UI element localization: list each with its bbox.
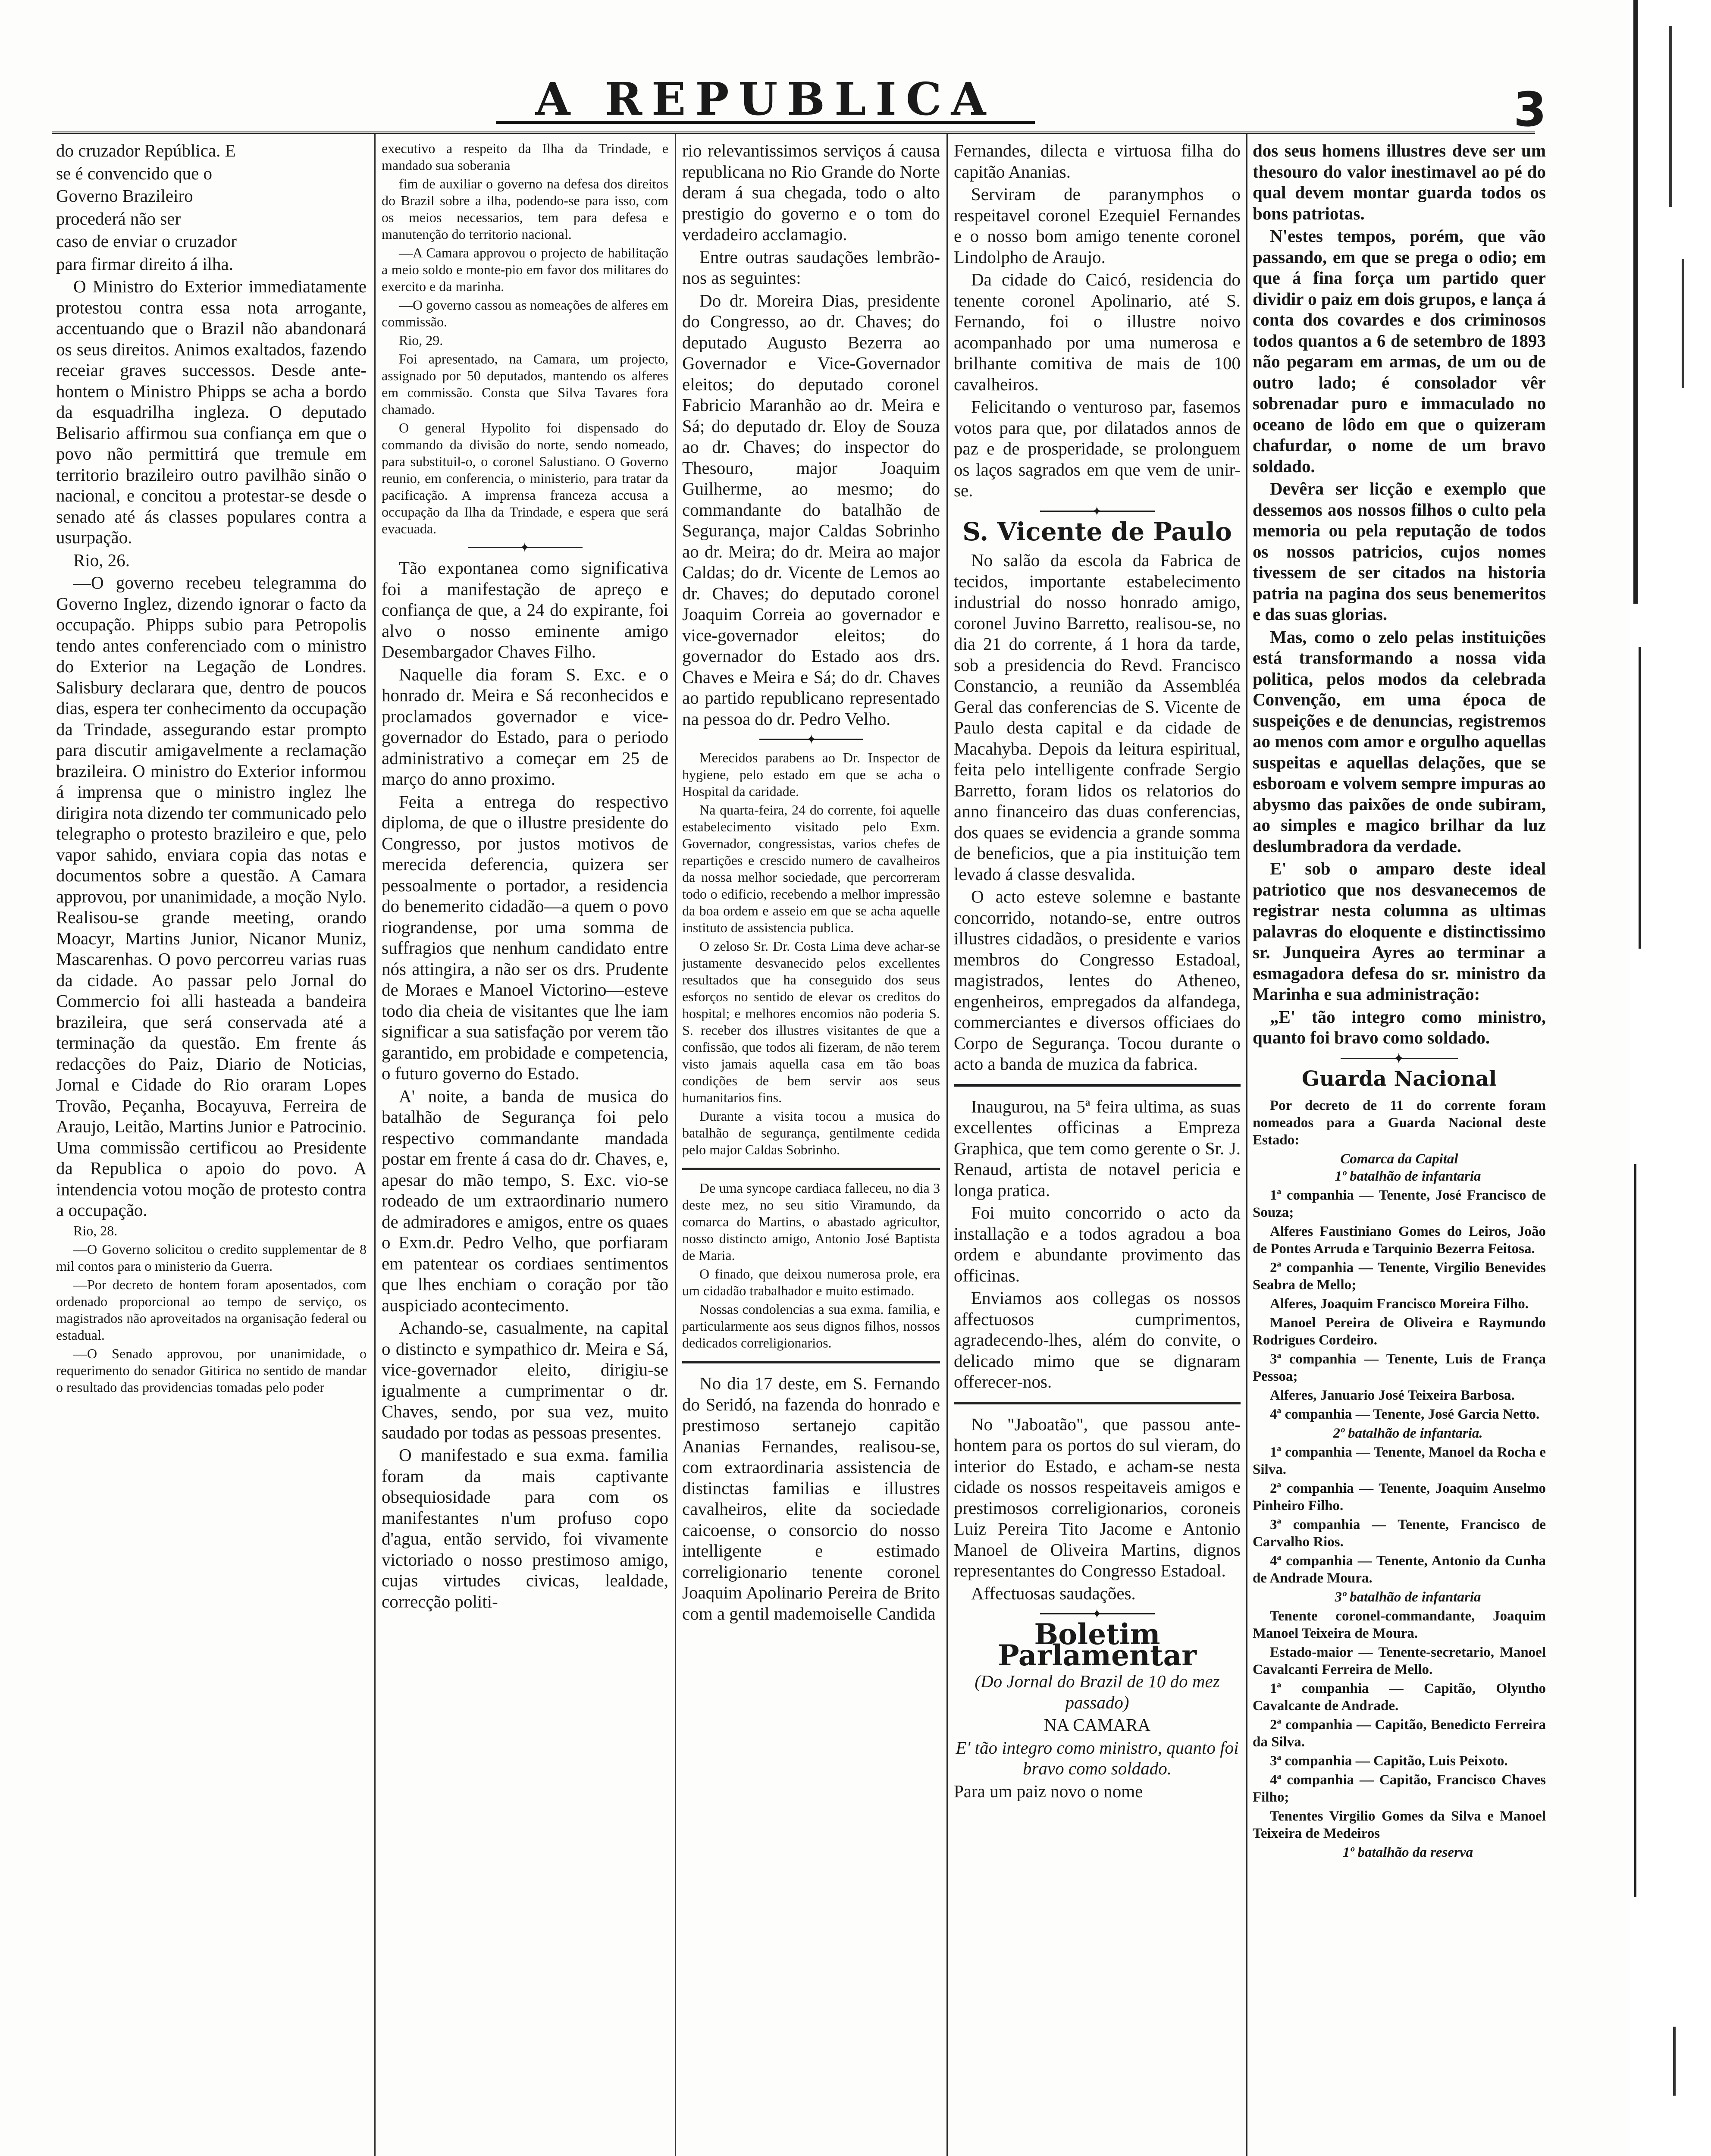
article-paragraph: Merecidos parabens ao Dr. Inspector de hygiene, pelo estado em que se acha o Hospital da caridade. [682, 750, 940, 799]
guarda-list [1253, 1168, 1546, 1861]
article-paragraph: Para um paiz novo o nome [954, 1781, 1143, 1801]
article-paragraph: N'estes tempos, porém, que vão passando, em que se prega o odio; em que á fina força um partido quer dividir o paiz em dois grupos, e lança á conta dos covardes e dos criminosos todos quantos a 6 de setembro de 1893 não pegaram em armas, de um ou de outro lado; é consolador vêr sobrenadar puro e immaculado no oceano de lôdo em que o quizeram chafurdar, o nome de um bravo soldado. [1253, 226, 1546, 476]
article-paragraph: No "Jaboatão", que passou ante-hontem para os portos do sul vieram, do interior do Estado, e acham-se nesta cidade os nossos respeitaveis amigos e prestimosos correligionarios, coroneis Luiz Pereira Tito Jacome e Antonio Manoel de Oliveira Martins, dignos representantes do Congresso Estadoal. [954, 1414, 1241, 1580]
guarda-entry: 4ª companhia — Capitão, Francisco Chaves Filho; [1253, 1772, 1546, 1805]
dateline: Rio, 29. [399, 332, 443, 348]
article-paragraph: Serviram de paranymphos o respeitavel coronel Ezequiel Fernandes e o nosso bom amigo tenente coronel Lindolpho de Araujo. [954, 184, 1241, 267]
article-paragraph: Inaugurou, na 5ª feira ultima, as suas excellentes officinas a Empreza Graphica, que tem como gerente o Sr. J. Renaud, artista de notavel pericia e longa pratica. [954, 1096, 1241, 1200]
column-divider [946, 134, 948, 2156]
section-separator [1040, 511, 1155, 512]
article-paragraph: De uma syncope cardiaca falleceu, no dia 3 deste mez, no seu sitio Viramundo, da comarca do Martins, o abastado agricultor, nosso distincto amigo, Antonio José Baptista de Maria. [682, 1180, 940, 1263]
article-paragraph: fim de auxiliar o governo na defesa dos direitos do Brazil sobre a ilha, podendo-se para isso, com os meios necessarios, tem para defesa e manutenção do territorio nacional. [382, 176, 668, 242]
district-heading: Comarca da Capital [1340, 1151, 1458, 1167]
dateline: Rio, 28. [73, 1222, 118, 1238]
article-paragraph: Por decreto de 11 do corrente foram nomeados para a Guarda Nacional deste Estado: [1253, 1098, 1546, 1148]
column-2 [382, 140, 668, 2156]
section-separator [1341, 1058, 1458, 1059]
guarda-entry: 3º batalhão de infantaria [1335, 1589, 1481, 1605]
guarda-entry: 2ª companhia — Tenente, Joaquim Anselmo Pinheiro Filho. [1253, 1481, 1546, 1514]
article-paragraph: rio relevantissimos serviços á causa republicana no Rio Grande do Norte deram á sua chegada, todo o alto prestigio do governo e o tom do verdadeiro acclamagio. [682, 141, 940, 244]
page-number: 3 [1514, 82, 1547, 137]
guarda-entry: 4ª companhia — Tenente, Antonio da Cunha de Andrade Moura. [1253, 1553, 1546, 1586]
guarda-entry: 1º batalhão de infantaria [1335, 1169, 1481, 1184]
guarda-entry: 1ª companhia — Capitão, Olyntho Cavalcante de Andrade. [1253, 1681, 1546, 1714]
section-separator [954, 1402, 1241, 1404]
article-paragraph: —O governo recebeu telegramma do Governo Inglez, dizendo ignorar o facto da occupação. Phipps subio para Petropolis tendo antes conferenciado com o ministro do Exterior na Legação de Londres. Salisbury declarara que, dentro de poucos dias, espera ter conhecimento da occupação da Trindade, assegurando estar prompto para discutir amigavelmente a reclamação brazileira. O ministro do Exterior informou á imprensa que o ministro inglez lhe dirigira nota dizendo ter communicado pelo telegrapho o protesto brazileiro e que, pelo vapor sahido, enviara copia das notas e documentos sobre a questão. A Camara approvou, por unanimidade, a moção Nylo. Realisou-se grande meeting, orando Moacyr, Martins Junior, Nicanor Muniz, Mascarenhas. O povo percorreu varias ruas da cidade. Ao passar pelo Jornal do Commercio foi alli hasteada a bandeira brazileira, que será conservada até a terminação da questão. Em frente ás redacções do Paiz, Diario de Noticias, Jornal e Cidade do Rio oraram Lopes Trovão, Peçanha, Bocayuva, Ferreira de Araujo, Leitão, Martins Junior e Patrocinio. Uma commissão certificou ao Presidente da Republica o apoio do povo. A intendencia votou moção de protesto contra a occupação. [56, 573, 367, 1220]
column-divider [1246, 134, 1247, 2156]
article-paragraph: Na quarta-feira, 24 do corrente, foi aquelle estabelecimento visitado pelo Exm. Governador, congressistas, varios chefes de repartições e crescido numero de cavalheiros da nossa melhor sociedade, que percorreram todo o edificio, recebendo a melhor impressão da boa ordem e asseio em que se acha aquelle instituto de assistencia publica. [682, 802, 940, 935]
article-paragraph: —O Governo solicitou o credito supplementar de 8 mil contos para o ministerio da Guerra. [56, 1241, 367, 1274]
article-paragraph: Devêra ser licção e exemplo que dessemos aos nossos filhos o culto pela memoria ou pela reputação de todos os nossos patricios, cujos nomes tivessem de ser citados na historia patria na pagina dos seus benemeritos e das suas glorias. [1253, 479, 1546, 624]
column-divider [675, 134, 676, 2156]
page-edge-line [1633, 0, 1638, 604]
article-paragraph: dos seus homens illustres deve ser um thesouro do valor inestimavel ao pé do qual devem montar guarda todos os bons patriotas. [1253, 141, 1546, 223]
section-heading: Boletim Parlamentar [997, 1617, 1197, 1672]
article-paragraph: caso de enviar o cruzador [56, 231, 237, 251]
guarda-entry: 1ª companhia — Tenente, José Francisco de Souza; [1253, 1188, 1546, 1220]
article-paragraph: O zeloso Sr. Dr. Costa Lima deve achar-se justamente desvanecido pelos excellentes resultados que ha conseguido dos seus esforços no sentido de elevar os creditos do hospital; e melhores encomios não poderia S. S. receber dos illustres visitantes de que a confissão, que todos ali fizeram, de não terem visto jamais aquella casa em tão boas condições de bem servir aos seus humanitarios fins. [682, 938, 940, 1105]
column-4 [954, 140, 1241, 2156]
header-rule [52, 132, 1535, 134]
guarda-entry: Alferes, Januario José Teixeira Barbosa. [1270, 1388, 1515, 1403]
guarda-entry: Tenentes Virgilio Gomes da Silva e Manoel Teixeira de Medeiros [1253, 1808, 1546, 1841]
guarda-entry: Manoel Pereira de Oliveira e Raymundo Rodrigues Cordeiro. [1253, 1315, 1546, 1348]
motto: E' tão integro como ministro, quanto foi bravo como soldado. [956, 1737, 1239, 1778]
section-separator [759, 739, 862, 740]
column-5 [1253, 140, 1546, 2156]
section-separator [468, 547, 583, 548]
article-paragraph: „E' tão integro como ministro, quanto foi bravo como soldado. [1253, 1006, 1546, 1047]
masthead-underline [496, 121, 1035, 124]
article-paragraph: O acto esteve solemne e bastante concorrido, notando-se, entre outros illustres cidadãos, o presidente e varios membros do Congresso Estadoal, magistrados, lentes do Atheneo, engenheiros, empregados da alfandega, commerciantes e diversos officiaes do Corpo de Segurança. Tocou durante o acto a banda de muzica da fabrica. [954, 887, 1241, 1074]
article-paragraph: Felicitando o venturoso par, fasemos votos para que, por dilatados annos de paz e de prosperidade, se prolonguem os laços sagrados em que vem de unir-se. [954, 397, 1241, 500]
article-paragraph: O finado, que deixou numerosa prole, era um cidadão trabalhador e muito estimado. [682, 1266, 940, 1298]
article-paragraph: Entre outras saudações lembrão-nos as seguintes: [682, 247, 940, 288]
column-divider [374, 134, 376, 2156]
guarda-entry: Tenente coronel-commandante, Joaquim Manoel Teixeira de Moura. [1253, 1608, 1546, 1641]
article-paragraph: Tão expontanea como significativa foi a manifestação de apreço e confiança de que, a 24 do expirante, foi alvo o nosso eminente amigo Desembargador Chaves Filho. [382, 558, 668, 661]
guarda-entry: Alferes, Joaquim Francisco Moreira Filho. [1270, 1296, 1529, 1312]
article-paragraph: Durante a visita tocou a musica do batalhão de segurança, gentilmente cedida pelo major Caldas Sobrinho. [682, 1108, 940, 1157]
article-paragraph: Enviamos aos collegas os nossos affectuosos cumprimentos, agradecendo-lhes, além do convite, o delicado mimo que se dignaram offerecer-nos. [954, 1288, 1241, 1391]
article-paragraph: Da cidade do Caicó, residencia do tenente coronel Apolinario, até S. Fernando, foi o illustre noivo acompanhado por uma numerosa e brilhante comitiva de mais de 100 cavalheiros. [954, 270, 1241, 394]
article-paragraph: Feita a entrega do respectivo diploma, de que o illustre presidente do Congresso, por justos motivos de merecida deferencia, quizera ser pessoalmente o portador, a residencia do benemerito cidadão—a quem o povo riograndense, por uma somma de suffragios que nenhum candidato entre nós attingira, a não ser os drs. Prudente de Moraes e Manoel Victorino—esteve todo dia cheia de visitantes que lhe iam significar a sua satisfação por verem tão garantido, em probidade e competencia, o futuro governo do Estado. [382, 791, 668, 1083]
page-edge [1630, 0, 1711, 2156]
article-paragraph: O manifestado e sua exma. familia foram da mais captivante obsequiosidade para com os manifestantes n'um profuso copo d'agua, então servido, foi vivamente victoriado o nosso prestimoso amigo, cujas virtudes civicas, lealdade, correcção politi- [382, 1445, 668, 1611]
article-paragraph: Foi muito concorrido o acto da installação e a todos agradou a boa ordem e abundante provimento das officinas. [954, 1203, 1241, 1285]
article-paragraph: O general Hypolito foi dispensado do commando da divisão do norte, sendo nomeado, para substituil-o, o coronel Salustiano. O Governo reunio, em conferencia, o ministerio, para tratar da pacificação. A imprensa franceza accusa a occupação da Ilha da Trindade, e espera que será evacuada. [382, 420, 668, 536]
guarda-entry: 3ª companhia — Capitão, Luis Peixoto. [1270, 1753, 1508, 1769]
guarda-entry: 2ª companhia — Capitão, Benedicto Ferreira da Silva. [1253, 1717, 1546, 1750]
page-edge-line [1634, 1164, 1636, 1897]
article-paragraph: se é convencido que o [56, 163, 213, 183]
article-paragraph: do cruzador República. E [56, 141, 236, 160]
column-1 [56, 140, 367, 2156]
article-paragraph: Mas, como o zelo pelas instituições está transformando a nossa vida politica, pelos modos da celebrada Convenção, em uma época de suspeições e de denuncias, registremos ao menos com amor e orgulho aquellas suspeitas e aquellas delações, que se esboroam e volvem sempre impuras ao abysmo das paixões de onde subiram, ao simples e magico brilhar da luz deslumbradora da verdade. [1253, 627, 1546, 856]
article-paragraph: —O governo cassou as nomeações de alferes em commissão. [382, 297, 668, 329]
article-paragraph: E' sob o amparo deste ideal patriotico que nos desvanecemos de registrar nesta columna as ultimas palavras do eloquente e distinctissimo sr. Junqueira Ayres ao terminar a esmagadora defesa do sr. ministro da Marinha e sua administração: [1253, 859, 1546, 1004]
guarda-entry: Estado-maior — Tenente-secretario, Manoel Cavalcanti Ferreira de Mello. [1253, 1645, 1546, 1677]
guarda-entry: 1º batalhão da reserva [1342, 1845, 1473, 1860]
article-paragraph: Nossas condolencias a sua exma. familia, e particularmente aos seus dignos filhos, nossos dedicados correligionarios. [682, 1301, 940, 1351]
article-paragraph: Governo Brazileiro [56, 186, 193, 206]
article-paragraph: Achando-se, casualmente, na capital o distincto e sympathico dr. Meira e Sá, vice-governador eleito, dirigiu-se igualmente a cumprimentar o dr. Chaves, sendo, por sua vez, muito saudado por todas as pessoas presentes. [382, 1318, 668, 1442]
page-edge-line [1639, 647, 1641, 949]
dateline: Rio, 26. [73, 550, 130, 570]
article-paragraph: Do dr. Moreira Dias, presidente do Congresso, ao dr. Chaves; do deputado Augusto Bezerra ao Governador e Vice-Governador eleitos; do deputado coronel Fabricio Maranhão ao dr. Meira e Sá; do deputado dr. Eloy de Souza ao dr. Chaves; do inspector do Thesouro, major Joaquim Guilherme, ao mesmo; do commandante do batalhão de Segurança, major Caldas Sobrinho ao dr. Meira; do dr. Meira ao major Caldas; do dr. Vicente de Lemos ao dr. Chaves; do deputado coronel Joaquim Correia ao governador e vice-governador eleitos; do governador do Estado aos drs. Chaves e Meira e Sá; do dr. Chaves ao partido republicano representado na pessoa do dr. Pedro Velho. [682, 290, 940, 729]
article-paragraph: —A Camara approvou o projecto de habilitação a meio soldo e monte-pio em favor dos militares do exercito e da marinha. [382, 245, 668, 294]
guarda-entry: 2ª companhia — Tenente, Virgilio Benevides Seabra de Mello; [1253, 1260, 1546, 1293]
masthead-title: A REPUBLICA [535, 72, 996, 125]
section-separator [682, 1168, 940, 1170]
article-paragraph: para firmar direito á ilha. [56, 254, 233, 274]
section-separator [682, 1361, 940, 1363]
edge-mark [1673, 2027, 1676, 2096]
guarda-entry: 3ª companhia — Tenente, Francisco de Carvalho Rios. [1253, 1517, 1546, 1550]
subheading: NA CAMARA [1044, 1715, 1151, 1735]
article-paragraph: executivo a respeito da Ilha da Trindade, e mandado sua soberania [382, 141, 668, 173]
article-paragraph: O Ministro do Exterior immediatamente protestou contra essa nota arrogante, accentuando que o Brazil não abandonará os seus direitos. Animos exaltados, fazendo receiar graves successos. Desde ante-hontem o Ministro Phipps se acha a bordo da esquadrilha ingleza. O deputado Belisario affirmou sua confiança em que o povo não permittirá que tremule em territorio brazileiro outro pavilhão sinão o nacional, e concitou a protestar-se desde o senado até ás classes populares contra a usurpação. [56, 276, 367, 547]
guarda-entry: 2º batalhão de infantaria. [1333, 1426, 1483, 1441]
edge-mark [1669, 26, 1672, 207]
section-heading: S. Vicente de Paulo [962, 517, 1232, 546]
article-paragraph: Affectuosas saudações. [971, 1583, 1136, 1603]
section-separator [954, 1084, 1241, 1087]
article-paragraph: procederá não ser [56, 208, 181, 229]
column-3 [682, 140, 940, 2156]
section-heading: Guarda Nacional [1301, 1066, 1497, 1091]
article-paragraph: —O Senado approvou, por unanimidade, o requerimento do senador Gitirica no sentido de mandar o resultado das providencias tomadas pelo poder [56, 1345, 367, 1395]
source-note: (Do Jornal do Brazil de 10 do mez passado) [975, 1671, 1220, 1712]
article-paragraph: Foi apresentado, na Camara, um projecto, assignado por 50 deputados, mantendo os alferes em commissão. Consta que Silva Tavares fora chamado. [382, 351, 668, 417]
article-paragraph: No dia 17 deste, em S. Fernando do Seridó, na fazenda do honrado e prestimoso sertanejo capitão Ananias Fernandes, realisou-se, com extraordinaria assistencia de distinctas familias e illustres cavalheiros, elite da sociedade caicoense, o consorcio do nosso intelligente e estimado correligionario tenente coronel Joaquim Apolinario Pereira de Brito com a gentil mademoiselle Candida [682, 1373, 940, 1623]
guarda-entry: 1ª companhia — Tenente, Manoel da Rocha e Silva. [1253, 1445, 1546, 1477]
guarda-entry: 3ª companhia — Tenente, Luis de França Pessoa; [1253, 1351, 1546, 1384]
edge-mark [1682, 259, 1684, 388]
article-paragraph: A' noite, a banda de musica do batalhão de Segurança foi pelo respectivo commandante mandada postar em frente á casa do dr. Chaves, e, apesar do mão tempo, S. Exc. vio-se rodeado de um extraordinario numero de admiradores e amigos, entre os quaes o Exm.dr. Pedro Velho, que porfiaram em patentear os cordiaes sentimentos que lhes enchiam o coração por tão auspiciado acontecimento. [382, 1086, 668, 1315]
article-paragraph: Naquelle dia foram S. Exc. e o honrado dr. Meira e Sá reconhecidos e proclamados governador e vice-governador do Estado, para o periodo administrativo a começar em 25 de março do anno proximo. [382, 664, 668, 789]
article-paragraph: No salão da escola da Fabrica de tecidos, importante estabelecimento industrial do nosso honrado amigo, coronel Juvino Barretto, realisou-se, no dia 21 do corrente, á 1 hora da tarde, sob a presidencia do Revd. Francisco Constancio, a reunião da Assembléa Geral das conferencias de S. Vicente de Paulo desta capital e da cidade de Macahyba. Depois da leitura espiritual, feita pelo intelligente confrade Sergio Barretto, foram lidos os relatorios do anno financeiro das duas conferencias, dos quaes se evidencia a grande somma de beneficios, que a pia instituição tem levado á classe desvalida. [954, 550, 1241, 884]
article-paragraph: —Por decreto de hontem foram aposentados, com ordenado proporcional ao tempo de serviço, os magistrados não aproveitados na organisação federal ou estadual. [56, 1276, 367, 1343]
article-paragraph: Fernandes, dilecta e virtuosa filha do capitão Ananias. [954, 141, 1241, 182]
guarda-entry: Alferes Faustiniano Gomes do Leiros, João de Pontes Arruda e Tarquinio Bezerra Feitosa. [1253, 1224, 1546, 1257]
section-separator [1040, 1613, 1155, 1614]
guarda-entry: 4ª companhia — Tenente, José Garcia Netto. [1270, 1407, 1540, 1422]
